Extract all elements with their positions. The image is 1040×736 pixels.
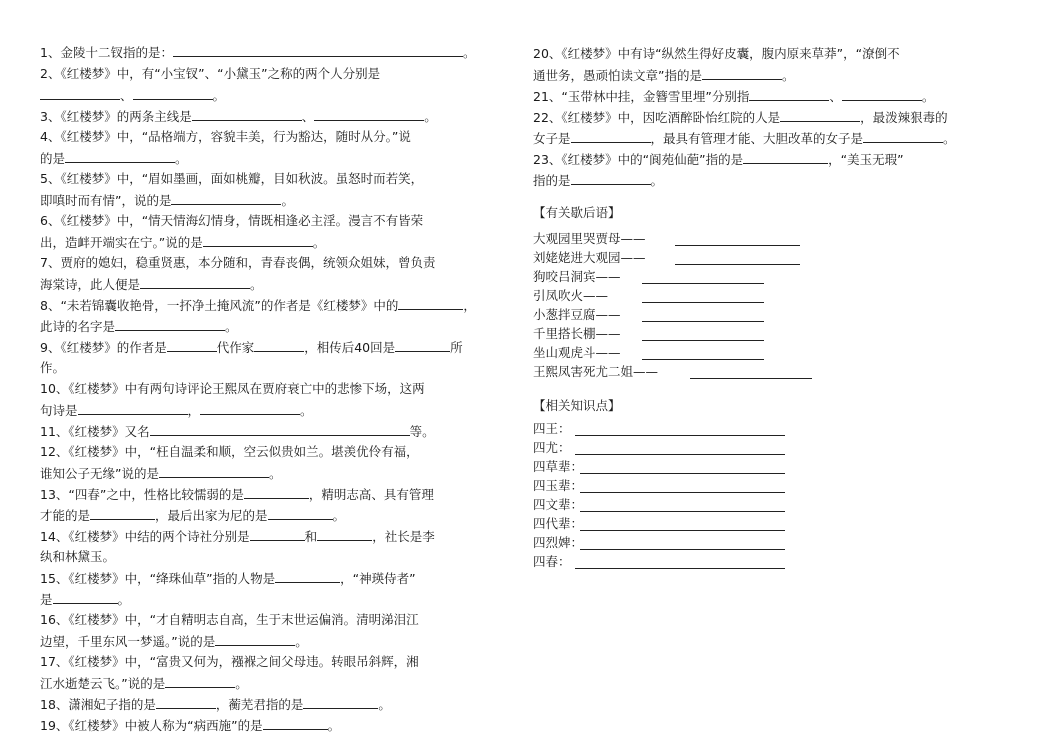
question-text: 。 [332,508,346,523]
question-text: 四玉辈： [533,478,584,493]
question-text: 此诗的名字是 [40,319,116,334]
zhishi-item [533,420,571,438]
question-text: 指的是 [533,173,571,188]
xiehouyu-item [533,325,621,343]
answer-blank[interactable] [275,569,340,583]
question-line [40,149,188,168]
question-text: 引凤吹火—— [533,288,609,303]
xiehouyu-item [533,344,621,362]
answer-blank[interactable] [303,695,378,709]
question-text: 14、《红楼梦》中结的两个诗社分别是 [40,529,250,544]
question-text: 18、潇湘妃子指的是 [40,697,156,712]
question-text: ，相传后40回是 [304,340,396,355]
question-line [40,254,435,272]
answer-blank[interactable] [842,87,922,101]
answer-line[interactable] [642,340,764,341]
question-line [40,506,345,525]
answer-blank[interactable] [749,87,829,101]
question-text: 通世务，愚顽怕读文章”指的是 [533,68,702,83]
question-text: 所 [450,340,463,355]
answer-line[interactable] [575,435,785,436]
answer-blank[interactable] [140,275,250,289]
answer-blank[interactable] [40,86,120,100]
question-text: ，“神瑛侍者” [340,571,416,586]
xiehouyu-item [533,249,646,267]
question-text: 23、《红楼梦》中的“阆苑仙葩”指的是 [533,152,744,167]
question-text: 。 [117,592,131,607]
question-text: 11、《红楼梦》又名 [40,424,150,439]
zhishi-item [533,439,571,457]
question-text: 边望，千里东风一梦遥。”说的是 [40,634,216,649]
question-text: 10、《红楼梦》中有两句诗评论王熙凤在贾府衰亡中的悲惨下场，这两 [40,381,425,396]
xiehouyu-item [533,287,608,305]
question-text: 9、《红楼梦》的作者是 [40,340,167,355]
answer-line[interactable] [642,283,764,284]
question-line [40,170,423,188]
question-text: 13、“四春”之中，性格比较懦弱的是 [40,487,244,502]
answer-line[interactable] [580,511,785,512]
question-line [40,422,435,441]
question-text: 22、《红楼梦》中，因吃酒醉卧怡红院的人是 [533,110,781,125]
answer-blank[interactable] [78,401,188,415]
question-text: ，精明志高、具有管理 [308,487,434,502]
answer-line[interactable] [675,264,800,265]
question-text: 5、《红楼梦》中，“眉如墨画，面如桃瓣，目如秋波。虽怒时而若笑， [40,171,424,186]
question-text: 6、《红楼梦》中，“情天情海幻情身，情既相逢必主淫。漫言不有皆荣 [40,213,424,228]
answer-blank[interactable] [150,422,410,436]
question-text: 女子是 [533,131,571,146]
question-text: ， [187,403,201,418]
question-text: 。 [921,89,935,104]
answer-line[interactable] [580,549,785,550]
question-text: 。 [212,88,226,103]
question-line [40,674,248,693]
question-text: 。 [295,634,308,649]
question-text: 17、《红楼梦》中，“富贵又何为，襁褓之间父母违。转眼吊斜辉，湘 [40,654,419,669]
question-line [40,464,282,483]
question-line [40,695,391,714]
question-text: 、 [829,89,842,104]
question-line [40,485,434,504]
answer-blank[interactable] [192,107,302,121]
question-text: 纨和林黛玉。 [40,549,116,564]
question-line [533,108,948,127]
question-line [40,317,238,336]
question-text: 。 [175,151,188,166]
question-text: ，最泼辣狠毒的 [860,110,948,125]
answer-blank[interactable] [398,296,463,310]
question-text: 。 [235,676,248,691]
answer-blank[interactable] [263,716,328,730]
question-line [533,45,900,63]
xiehouyu-item [533,363,658,381]
question-text: 江水逝楚云飞。”说的是 [40,676,166,691]
question-text: 狗咬吕洞宾—— [533,269,621,284]
answer-blank[interactable] [53,590,118,604]
answer-blank[interactable] [317,527,372,541]
question-text: 。 [300,403,313,418]
question-text: 7、贾府的媳妇，稳重贤惠，本分随和，青春丧偶，统领众姐妹，曾负责 [40,255,436,270]
xiehouyu-item [533,306,621,324]
question-text: 四尤： [533,440,571,455]
answer-blank[interactable] [254,338,304,352]
question-text: 四烈婢： [533,535,584,550]
question-line [40,653,419,671]
question-text: 王熙凤害死尤二姐—— [533,364,659,379]
question-line [533,129,956,148]
question-text: 15、《红楼梦》中，“绛珠仙草”指的人物是 [40,571,276,586]
question-text: 和 [304,529,318,544]
question-text: 四王： [533,421,571,436]
question-text: 等。 [409,424,435,439]
question-text: ， [463,298,476,313]
question-text: 小葱拌豆腐—— [533,307,621,322]
question-text: ，最后出家为尼的是 [155,508,268,523]
question-text: 四春： [533,554,571,569]
question-text: 。 [650,173,664,188]
answer-blank[interactable] [115,317,225,331]
answer-blank[interactable] [156,695,216,709]
question-text: 。 [781,68,795,83]
question-text: 。 [327,718,341,733]
answer-blank[interactable] [250,527,305,541]
question-text: 。 [378,697,391,712]
question-text: 四文辈： [533,497,584,512]
question-text: 四草辈： [533,459,584,474]
answer-line[interactable] [675,245,800,246]
answer-blank[interactable] [395,338,450,352]
question-line [40,611,419,629]
question-line [40,380,425,398]
zhishi-item [533,477,583,495]
zhishi-title: 【相关知识点】 [533,398,621,413]
question-text: 19、《红楼梦》中被人称为“病西施”的是 [40,718,263,733]
answer-blank[interactable] [215,632,295,646]
zhishi-item [533,496,583,514]
question-text: ，社长是李 [372,529,435,544]
question-line [40,296,476,315]
question-text: 12、《红楼梦》中，“枉自温柔和顺，空云似贵如兰。堪羡优伶有福， [40,444,419,459]
question-text: 2、《红楼梦》中，有“小宝钗”、“小黛玉”之称的两个人分别是 [40,66,381,81]
answer-blank[interactable] [244,485,309,499]
question-text: 3、《红楼梦》的两条主线是 [40,109,192,124]
question-line [533,171,663,190]
question-line [40,212,423,230]
question-text: 即嗔时而有情”，说的是 [40,193,172,208]
answer-blank[interactable] [173,43,463,57]
answer-blank[interactable] [203,233,313,247]
answer-blank[interactable] [65,149,175,163]
answer-blank[interactable] [171,191,281,205]
answer-line[interactable] [642,359,764,360]
answer-blank[interactable] [159,464,269,478]
question-text: 谁知公子无缘”说的是 [40,466,159,481]
question-text: 刘姥姥进大观园—— [533,250,646,265]
question-line [40,548,115,566]
question-text: 作。 [40,360,66,375]
question-text: 、 [120,88,133,103]
question-text: 海棠诗，此人便是 [40,277,141,292]
answer-blank[interactable] [314,107,424,121]
question-text: ，“美玉无瑕” [828,152,904,167]
question-line [533,150,904,169]
answer-blank[interactable] [200,401,300,415]
answer-blank[interactable] [863,129,943,143]
question-line [40,443,419,461]
question-text: 坐山观虎斗—— [533,345,621,360]
question-text: ，最具有管理才能、大胆改革的女子是 [650,131,864,146]
question-line [40,233,325,252]
question-line [40,401,313,420]
question-text: 。 [943,131,956,146]
zhishi-item [533,515,583,533]
question-text: ，蘅芜君指的是 [215,697,304,712]
xiehouyu-title: 【有关歇后语】 [533,205,621,220]
question-line [40,275,263,294]
zhishi-item [533,553,571,571]
question-line [40,191,294,210]
question-line [40,107,437,126]
question-text: 才能的是 [40,508,91,523]
question-text: 、 [301,109,315,124]
question-line [533,87,934,106]
answer-line[interactable] [580,530,785,531]
answer-blank[interactable] [133,86,213,100]
question-line [40,569,416,588]
answer-line[interactable] [580,473,785,474]
question-line [40,632,308,651]
question-line [40,43,475,62]
answer-blank[interactable] [90,506,155,520]
answer-blank[interactable] [167,338,217,352]
question-line [40,65,380,83]
answer-blank[interactable] [571,171,651,185]
question-text: 四代辈： [533,516,584,531]
question-text: 是 [40,592,53,607]
question-text: 代作家 [216,340,255,355]
question-text: 。 [424,109,437,124]
xiehouyu-item [533,268,621,286]
answer-line[interactable] [575,568,785,569]
question-line [40,128,411,146]
question-text: 千里搭长棚—— [533,326,621,341]
question-text: 。 [225,319,238,334]
answer-line[interactable] [642,321,764,322]
question-text: 1、金陵十二钗指的是： [40,45,173,60]
answer-blank[interactable] [702,66,782,80]
question-text: 出，造衅开端实在宁。”说的是 [40,235,203,250]
question-text: 。 [268,466,282,481]
question-text: 大观园里哭贾母—— [533,231,646,246]
question-text: 。 [250,277,263,292]
answer-blank[interactable] [571,129,651,143]
question-text: 21、“玉带林中挂，金簪雪里埋”分别指 [533,89,750,104]
question-line [533,66,795,85]
answer-line[interactable] [690,378,812,379]
question-text: 4、《红楼梦》中，“品格端方，容貌丰美，行为豁达，随时从分。”说 [40,129,411,144]
question-line [40,338,463,357]
question-text: 。 [462,45,476,60]
zhishi-item [533,458,583,476]
question-line [40,716,340,735]
question-line [40,359,65,377]
question-text: 20、《红楼梦》中有诗“纵然生得好皮囊，腹内原来草莽”，“潦倒不 [533,46,900,61]
question-text: 16、《红楼梦》中，“才自精明志自高，生于末世运偏消。清明涕泪江 [40,612,419,627]
answer-line[interactable] [642,302,764,303]
answer-line[interactable] [580,492,785,493]
question-line [40,86,225,105]
answer-blank[interactable] [743,150,828,164]
question-text: 。 [281,193,294,208]
answer-blank[interactable] [780,108,860,122]
question-text: 句诗是 [40,403,78,418]
answer-blank[interactable] [268,506,333,520]
answer-line[interactable] [575,454,785,455]
question-line [40,527,435,546]
xiehouyu-item [533,230,646,248]
answer-blank[interactable] [165,674,235,688]
question-text: 的是 [40,151,66,166]
question-line [40,590,130,609]
question-text: 。 [312,235,326,250]
question-text: 8、“未若锦囊收艳骨，一抔净土掩风流”的作者是《红楼梦》中的 [40,298,399,313]
zhishi-item [533,534,583,552]
